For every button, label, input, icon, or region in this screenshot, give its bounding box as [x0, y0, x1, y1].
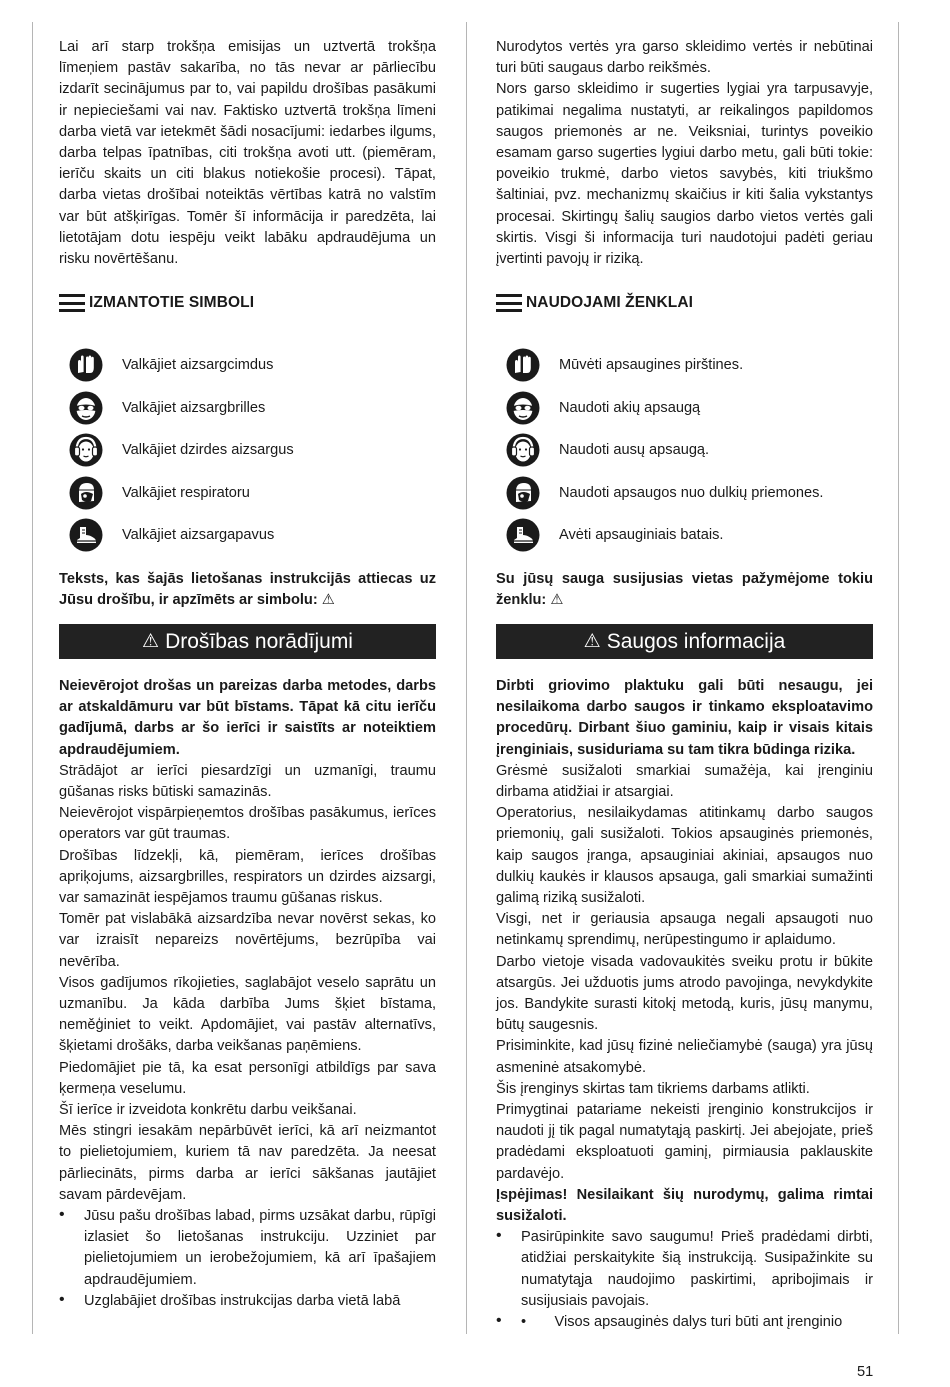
paragraph: Visgi, net ir geriausia apsauga negali apsaugoti nuo netinkamų sprendimų, nerūpestingumo ir aplaidumo.: [496, 911, 873, 949]
bold-intro: Neievērojot drošas un pareizas darba metodes, darbs ar atskaldāmuru var būt bīstams. Tāpat kā citu ierīču gadījumā, darbs ar šo ierīci ir saistīts ar noteiktiem apdraudējumiem.: [59, 678, 436, 758]
safety-symbol-note: Teksts, kas šajās lietošanas instrukcijās attiecas uz Jūsu drošību, ir apzīmēts ar simbolu: ⚠: [59, 571, 436, 609]
ear-protection-icon: [506, 433, 540, 467]
paragraph: Šis įrenginys skirtas tam tikriems darbams atlikti.: [496, 1080, 810, 1097]
symbols-heading-text: NAUDOJAMI ŽENKLAI: [526, 294, 694, 311]
paragraph: Primygtinai patariame nekeisti įrenginio konstrukcijos ir naudoti jį tik pagal numatytąją paskirtį. Jei abejojate, prieš pradėdami eksploatuoti gaminį, pirmiausia paklauskite pardavėjo.: [496, 1102, 873, 1182]
paragraph: Grėsmė susižaloti smarkiai sumažėja, kai įrenginiu dirbama atidžiai ir atsargiai.: [496, 762, 873, 801]
paragraph: Šī ierīce ir izveidota konkrētu darbu veikšanai.: [59, 1102, 357, 1119]
noise-intro-paragraph: Lai arī starp trokšņa emisijas un uztvertā trokšņa līmeņiem pastāv sakarība, no tās nevar ar pārliecību izdarīt secinājumus par to, vai papildu drošības pasākumi ir nepieciešami vai nav. Faktisko uztvertā trokšņa līmeni darba vietā var ietekmēt šādi nosacījumi: iedarbes ilgums, darba telpas īpatnības, citi trokšņa avoti utt. (piemēram, ierīču skaits un citi blakus notiekošie procesi). Tāpat, darba vietas drošībai noteiktās vērtības katrā no valstīm var būt atšķirīgas. Tomēr šī informācija ir paredzēta, lai lietotājam dotu iespēju veikt labāku apdraudējuma un risku novērtēšanu.: [59, 39, 436, 268]
list-item: [496, 1312, 873, 1333]
paragraph: Mēs stingri iesakām nepārbūvēt ierīci, kā arī neizmantot to pielietojumiem, kuriem tā nav paredzēta. Ja neesat pārliecināts, pirms darba ar ierīci sākšanas jautājiet savam pārdevējam.: [59, 1123, 436, 1203]
paragraph: Darbo vietoje visada vadovaukitės sveiku protu ir būkite atsargūs. Jei užduotis jums atrodo pavojinga, nevykdykite jos. Bandykite surasti kitokį metodą, kuris, jūsų manymu, būtų saugesnis.: [496, 953, 873, 1034]
symbol-label: Mūvėti apsaugines pirštines.: [559, 357, 744, 374]
section-lines-icon: [59, 294, 85, 312]
right-margin-rule: [898, 22, 899, 1334]
goggles-icon: [69, 391, 103, 425]
ear-protection-icon: [69, 433, 103, 467]
symbol-row: [69, 387, 294, 430]
safety-symbol-note: Su jūsų sauga susijusias vietas pažymėjome tokiu ženklu: ⚠: [496, 571, 873, 609]
bullet: •: [59, 1290, 65, 1308]
section-title: Saugos informacija: [606, 629, 786, 653]
symbol-row: [69, 472, 294, 515]
section-title: Drošības norādījumi: [165, 629, 353, 653]
warning-paragraph: Įspėjimas! Nesilaikant šių nurodymų, galima rimtai susižaloti.: [496, 1186, 873, 1225]
safety-body: [496, 676, 873, 1333]
bullet: •: [496, 1312, 502, 1330]
symbol-label: Valkājiet dzirdes aizsargus: [122, 442, 294, 459]
bullet: •: [496, 1227, 502, 1245]
paragraph: Drošības līdzekļi, kā, piemēram, ierīces drošības apriķojums, aizsargbrilles, respirators un dzirdes aizsargi, var samazināt iespējamos traumu gūšanas riskus.: [59, 847, 436, 907]
symbol-list: [69, 344, 294, 557]
symbol-label: Valkājiet respiratoru: [122, 484, 250, 501]
list-item-text: Pasirūpinkite savo saugumu! Prieš pradėdami dirbti, atidžiai perskaitykite šią instrukciją. Susipažinkite su numatytąja naudojimo paskirtimi, apribojimais ir susijusiais pavojais.: [521, 1229, 873, 1309]
symbol-row: [69, 514, 294, 557]
column-divider: [466, 22, 467, 1334]
list-item-text: Uzglabājiet drošības instrukcijas darba vietā labā: [84, 1292, 401, 1309]
list-item-text: Jūsu pašu drošības labad, pirms uzsākat darbu, rūpīgi izlasiet šo lietošanas instrukciju. Uzziniet par pielietojumiem un ierobežojumiem, kā arī īpašajiem apdraudējumiem.: [84, 1208, 436, 1288]
symbol-row: [506, 344, 823, 387]
symbol-row: [506, 514, 823, 557]
gloves-icon: [506, 348, 540, 382]
symbol-list: [506, 344, 823, 557]
symbols-heading: [59, 292, 254, 314]
section-lines-icon: [496, 294, 522, 312]
safety-body: [59, 676, 436, 1312]
respirator-icon: [506, 476, 540, 510]
paragraph: Neievērojot vispārpieņemtos drošības pasākumus, ierīces operators var gūt traumas.: [59, 805, 436, 843]
bullet: •: [59, 1206, 65, 1224]
symbol-label: Valkājiet aizsargcimdus: [122, 357, 274, 374]
left-margin-rule: [32, 22, 33, 1334]
symbol-label: Naudoti apsaugos nuo dulkių priemones.: [559, 484, 824, 501]
section-title-bar: [59, 624, 436, 659]
symbol-row: [69, 344, 294, 387]
symbol-label: Naudoti ausų apsaugą.: [559, 442, 710, 459]
warning-icon: ⚠: [142, 631, 160, 652]
section-title-bar: [496, 624, 873, 659]
symbols-heading: [496, 292, 693, 314]
noise-intro-paragraph: Nurodytos vertės yra garso skleidimo vertės ir nebūtinai turi būti saugaus darbo reikšmės. Nors garso skleidimo ir sugerties lygiai yra tarpusavyje, patikimai negalima nustatyti, ar reikalingos papildomos saugos priemonės ar ne. Veiksniai, turintys poveikio esamam garso sugerties lygiui darbo metu, gali būti tokie: poveikio trukmė, darbo vietos savybės, kiti triukšmo šaltiniai, pvz. mechanizmų skaičius ir kiti šalia vykstantys procesai. Skirtingų šalių saugios darbo vietos vertės gali skirtis. Visgi ši informacija turi naudotojui padėti geriau įvertinti pavojų ir riziką.: [496, 39, 873, 268]
symbol-label: Avėti apsauginiais batais.: [559, 527, 724, 544]
symbol-row: [506, 429, 823, 472]
safety-boots-icon: [69, 518, 103, 552]
paragraph: Tomēr pat vislabākā aizsardzība nevar novērst sekas, ko var izraisīt nepareizs novērtējums, bezrūpība vai nevērība.: [59, 911, 436, 970]
symbol-row: [69, 429, 294, 472]
paragraph: Operatorius, nesilaikydamas atitinkamų darbo saugos priemonių, gali susižaloti. Tokios apsauginės priemonės, kaip saugos įranga, apsauginiai akiniai, apsaugos nuo dulkių kaukės ir klausos apsauga, gali smarkiai sumažinti galimą riziką susižaloti.: [496, 805, 873, 907]
list-item: [59, 1291, 436, 1312]
paragraph: Prisiminkite, kad jūsų fizinė neliečiamybė (sauga) yra jūsų asmeninė atsakomybė.: [496, 1038, 873, 1076]
list-item-text: • Visos apsauginės dalys turi būti ant įrenginio: [521, 1314, 843, 1331]
respirator-icon: [69, 476, 103, 510]
safety-boots-icon: [506, 518, 540, 552]
right-column: [496, 37, 873, 1331]
symbol-label: Naudoti akių apsaugą: [559, 399, 701, 416]
paragraph: Piedomājiet pie tā, ka esat personīgi atbildīgs par sava ķermeņa veselumu.: [59, 1059, 436, 1097]
symbol-label: Valkājiet aizsargbrilles: [122, 399, 266, 416]
warning-icon: ⚠: [583, 631, 601, 652]
symbol-row: [506, 472, 823, 515]
bold-intro: Dirbti griovimo plaktuku gali būti nesaugu, jei nesilaikoma darbo saugos ir tinkamo eksploatavimo procedūrų. Dirbant šiuo gaminiu, kaip ir visais kitais įrenginiais, susiduriama su tam tikra būdinga rizika.: [496, 678, 873, 758]
paragraph: Strādājot ar ierīci piesardzīgi un uzmanīgi, traumu gūšanas risks būtiski samazinās.: [59, 762, 436, 801]
symbol-label: Valkājiet aizsargapavus: [122, 527, 275, 544]
list-item: [59, 1206, 436, 1291]
left-column: [59, 37, 436, 1309]
goggles-icon: [506, 391, 540, 425]
gloves-icon: [69, 348, 103, 382]
list-item: [496, 1227, 873, 1312]
symbol-row: [506, 387, 823, 430]
symbols-heading-text: IZMANTOTIE SIMBOLI: [89, 294, 255, 311]
paragraph: Visos gadījumos rīkojieties, saglabājot veselo saprātu un uzmanību. Ja kāda darbība Jums šķiet bīstama, neměģiniet to veikt. Apdomājiet, vai pastāv alternatīvs, šķietami drošāks, darba veikšanas paņēmiens.: [59, 974, 436, 1055]
page-number: 51: [857, 1364, 874, 1380]
